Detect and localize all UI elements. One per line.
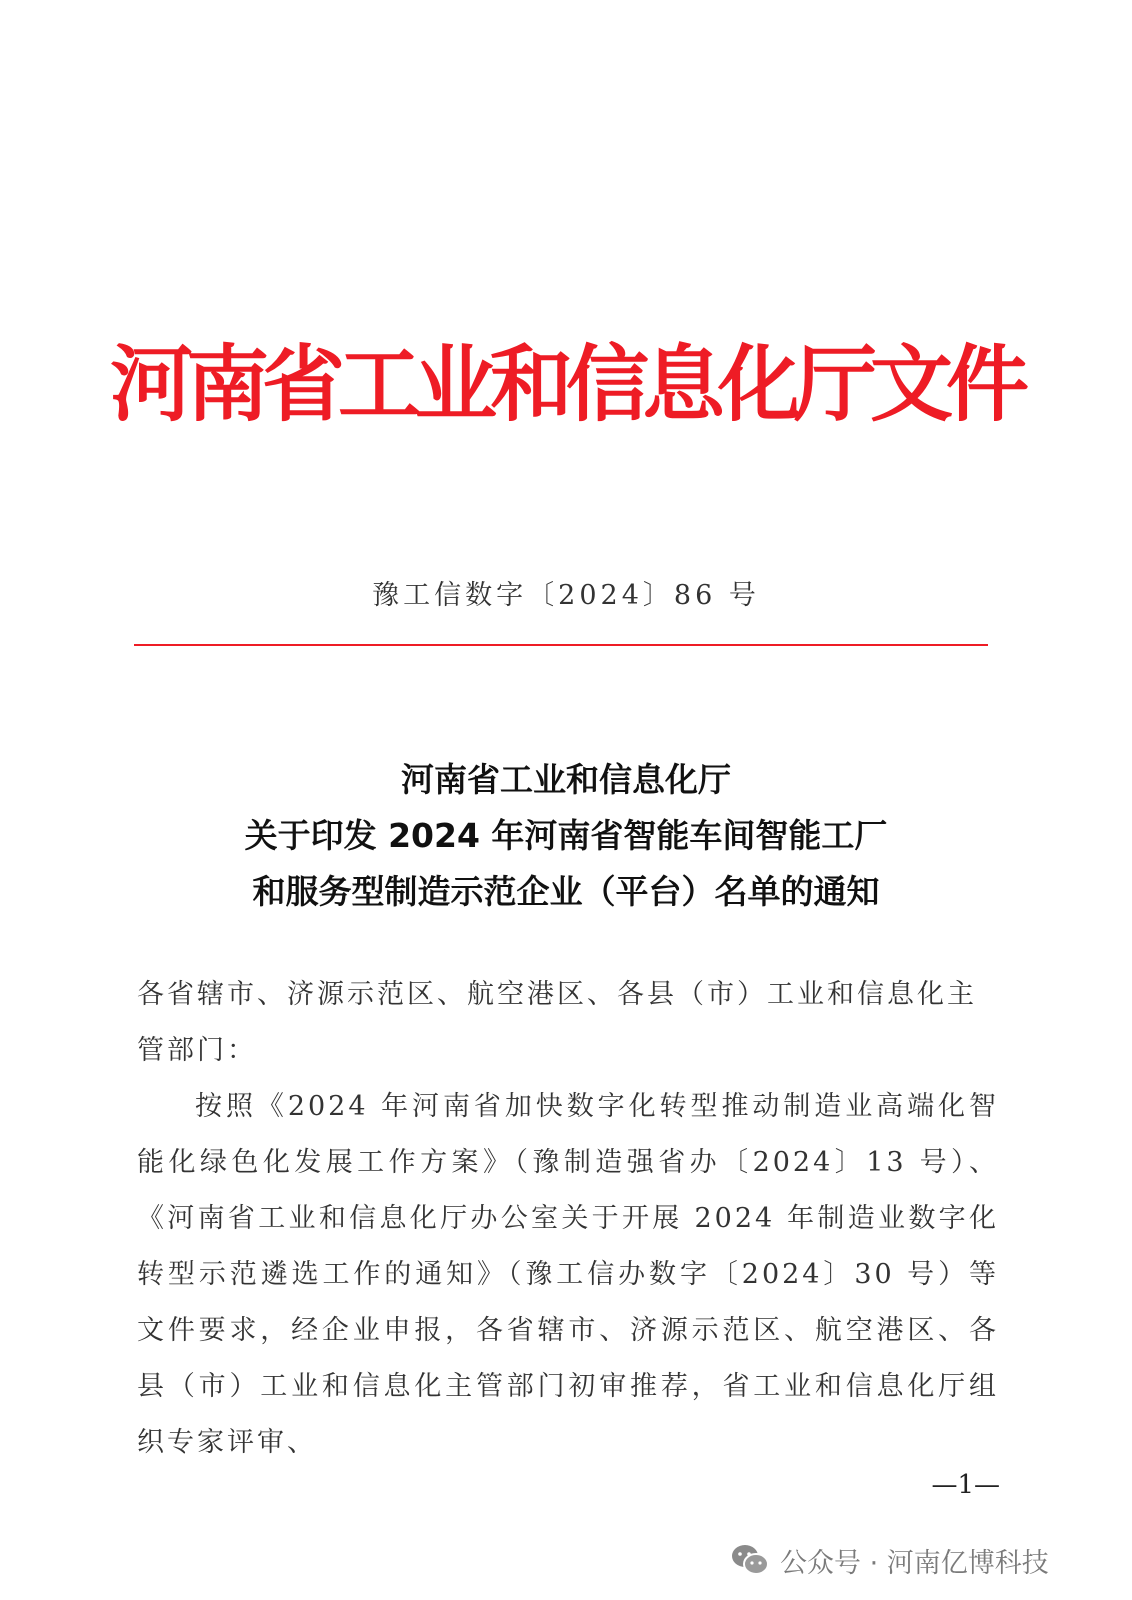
addressee-line-2: 管部门： [137, 1035, 257, 1066]
document-number: 豫工信数字〔2024〕86 号 [372, 580, 760, 611]
title-line-3: 和服务型制造示范企业（平台）名单的通知 [252, 872, 880, 911]
title-line-1: 河南省工业和信息化厅 [401, 760, 731, 799]
notice-title [0, 752, 1132, 920]
addressee-line-1: 各省辖市、济源示范区、航空港区、各县（市）工业和信息化主 [137, 979, 977, 1010]
body-paragraph: 按照《2024 年河南省加快数字化转型推动制造业高端化智能化绿色化发展工作方案》（豫制造强省办〔2024〕13 号）、《河南省工业和信息化厅办公室关于开展 2024 年制造业数字化转型示范遴选工作的通知》（豫工信办数字〔2024〕30 号）等文件要求，经企业申报，各省辖市、济源示范区、航空港区、各县（市）工业和信息化主管部门初审推荐，省工业和信息化厅组织专家评审、 [137, 1091, 999, 1458]
watermark-text: 公众号 · 河南亿博科技 [780, 1547, 1049, 1579]
red-divider-line [134, 644, 988, 646]
wechat-icon [730, 1543, 770, 1577]
agency-header-title: 河南省工业和信息化厅文件 [110, 336, 1022, 433]
watermark [730, 1540, 1049, 1580]
title-line-2: 关于印发 2024 年河南省智能车间智能工厂 [244, 816, 888, 855]
document-body [137, 967, 999, 1471]
page-number: —1— [931, 1470, 1000, 1500]
